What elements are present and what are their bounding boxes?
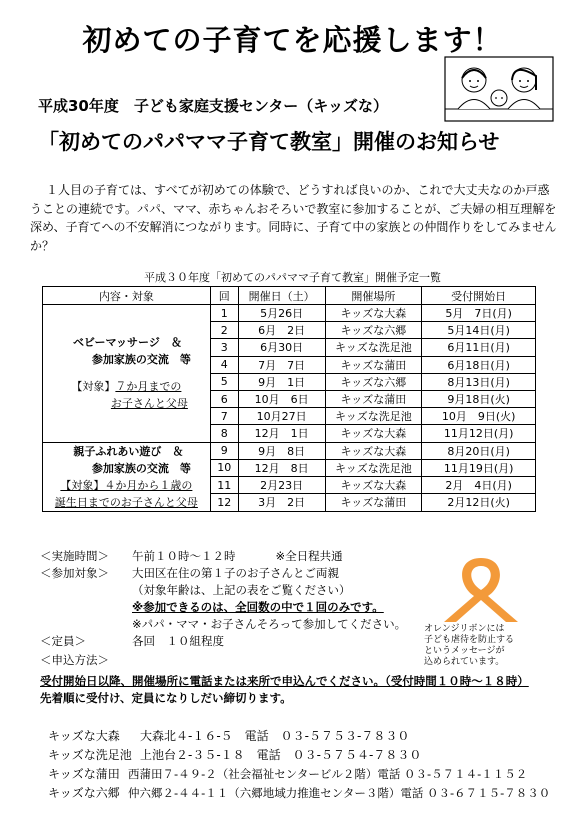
row-no: 12 [210,494,238,511]
row-start: 6月11日(月) [422,339,536,356]
location-name: キッズな六郷 [48,786,120,800]
schedule-table [42,286,536,512]
page-title: 初めての子育てを応援します！ [82,23,503,57]
group2-line1: 親子ふれあい遊び ＆ [73,444,184,458]
location-address: 上池台２-３５-１８ 電話 ０３-５７５４-７８３０ [140,748,422,762]
ribbon-caption-line: オレンジリボンには [424,624,505,634]
group1-content-cell [43,305,211,443]
row-start: 11月12日(月) [422,425,536,442]
location-address: 大森北４-１６-５ 電話 ０３-５７５３-７８３０ [140,729,410,743]
row-date: 5月26日 [238,305,325,322]
row-no: 9 [210,442,238,459]
row-no: 8 [210,425,238,442]
location-item [48,727,409,744]
row-start: 10月 9日(火) [422,408,536,425]
group2-line2: 参加家族の交流 等 [91,461,191,475]
row-date: 10月27日 [238,408,325,425]
row-start: 2月 4日(月) [422,477,536,494]
header-content: 内容・対象 [43,287,211,305]
row-no: 6 [210,390,238,407]
row-date: 9月 8日 [238,442,325,459]
row-place: キッズな洗足池 [325,459,422,476]
capacity-label: ＜定員＞ [40,634,86,648]
ribbon-caption-line: というメッセージが [424,646,505,656]
group1-line1: ベビーマッサージ ＆ [72,336,182,350]
target-note: （対象年齢は、上記の表をご覧ください） [132,583,351,597]
row-place: キッズな大森 [325,425,422,442]
ribbon-caption [424,624,548,668]
location-address: 西蒲田７-４９-２（社会福祉センタービル２階）電話 ０３-５７１４-１１５２ [128,767,528,781]
orange-ribbon-icon [416,552,546,624]
table-caption: 平成３０年度「初めてのパパママ子育て教室」開催予定一覧 [144,271,441,284]
row-place: キッズな洗足池 [325,339,422,356]
row-date: 9月 1日 [238,373,325,390]
row-start: 9月18日(火) [422,390,536,407]
family-illustration [444,56,554,122]
apply-label: ＜申込方法＞ [40,653,109,667]
row-date: 6月30日 [238,339,325,356]
row-place: キッズな大森 [325,442,422,459]
row-place: キッズな蒲田 [325,390,422,407]
row-no: 10 [210,459,238,476]
header-place: 開催場所 [325,287,422,305]
header-start: 受付開始日 [422,287,536,305]
row-start: 6月18日(月) [422,356,536,373]
location-name: キッズな大森 [48,729,120,743]
capacity-line [40,633,224,650]
headline: 「初めてのパパママ子育て教室」開催のお知らせ [38,130,500,154]
row-start: 11月19日(月) [422,459,536,476]
location-item [48,784,550,801]
row-date: 12月 1日 [238,425,325,442]
row-place: キッズな大森 [325,477,422,494]
group2-target2: 誕生日までのお子さんと父母 [54,495,198,509]
target-label: ＜参加対象＞ [40,566,109,580]
group1-target1: ７か月までの [115,380,182,394]
group1-line2: 参加家族の交流 等 [91,353,191,367]
row-place: キッズな六郷 [325,373,422,390]
group1-target-label: 【対象】 [71,380,116,394]
location-name: キッズな蒲田 [48,767,120,781]
time-note: ※全日程共通 [275,549,343,563]
row-date: 6月 2日 [238,322,325,339]
target-value: 大田区在住の第１子のお子さんとご両親 [132,566,339,580]
table-row [43,305,536,322]
location-name: キッズな洗足池 [48,748,132,762]
row-place: キッズな洗足池 [325,408,422,425]
header-no: 回 [210,287,238,305]
row-place: キッズな蒲田 [325,356,422,373]
row-date: 2月23日 [238,477,325,494]
header-date: 開催日（土） [238,287,325,305]
intro-paragraph: １人目の子育ては、すべてが初めての体験で、どうすれば良いのか、これで大丈夫なのか戸惑うことの連続です。パパ、ママ、赤ちゃんおそろいで教室に参加することが、ご夫婦の相互理解を深め、子育てへの不安解消につながります。同時に、子育て中の家族との仲間作りをしてみませんか？ [30,183,557,253]
group1-target2: お子さんと父母 [110,397,188,411]
row-date: 7月 7日 [238,356,325,373]
row-place: キッズな蒲田 [325,494,422,511]
table-header-row [43,287,536,305]
row-no: 4 [210,356,238,373]
target-line [40,565,339,582]
row-start: 8月20日(月) [422,442,536,459]
row-no: 11 [210,477,238,494]
row-no: 2 [210,322,238,339]
location-item [48,765,527,782]
row-no: 1 [210,305,238,322]
row-start: 8月13日(月) [422,373,536,390]
ribbon-caption-line: 込められています。 [424,657,505,667]
time-line [40,548,343,565]
capacity-value: 各回 １０組程度 [132,634,224,648]
row-no: 7 [210,408,238,425]
apply-deadline-note: 先着順に受付け、定員になりしだい締切ります。 [40,691,292,705]
row-start: 5月 7日(月) [422,305,536,322]
family-note: ※パパ・ママ・お子さんそろって参加してください。 [132,617,407,631]
group2-target1: 【対象】４か月から１歳の [60,478,193,492]
organizer-subtitle: 平成30年度 子ども家庭支援センター（キッズな） [38,97,388,115]
table-row [43,442,536,459]
row-date: 3月 2日 [238,494,325,511]
row-start: 2月12日(火) [422,494,536,511]
row-start: 5月14日(月) [422,322,536,339]
group2-content-cell [43,442,211,511]
apply-instruction: 受付開始日以降、開催場所に電話または来所で申込んでください。（受付時間１０時～１８時） [40,674,529,688]
row-date: 12月 8日 [238,459,325,476]
time-label: ＜実施時間＞ [40,549,109,563]
time-value: 午前１０時～１２時 [132,549,236,563]
ribbon-caption-line: 子ども虐待を防止する [424,635,515,645]
once-only-note: ※参加できるのは、全回数の中で１回のみです。 [132,600,384,614]
location-item [48,746,421,763]
row-no: 3 [210,339,238,356]
row-date: 10月 6日 [238,390,325,407]
row-place: キッズな大森 [325,305,422,322]
row-no: 5 [210,373,238,390]
row-place: キッズな六郷 [325,322,422,339]
location-address: 仲六郷２-４４-１１（六郷地域力推進センター３階）電話 ０３-６７１５-７８３０ [128,786,551,800]
